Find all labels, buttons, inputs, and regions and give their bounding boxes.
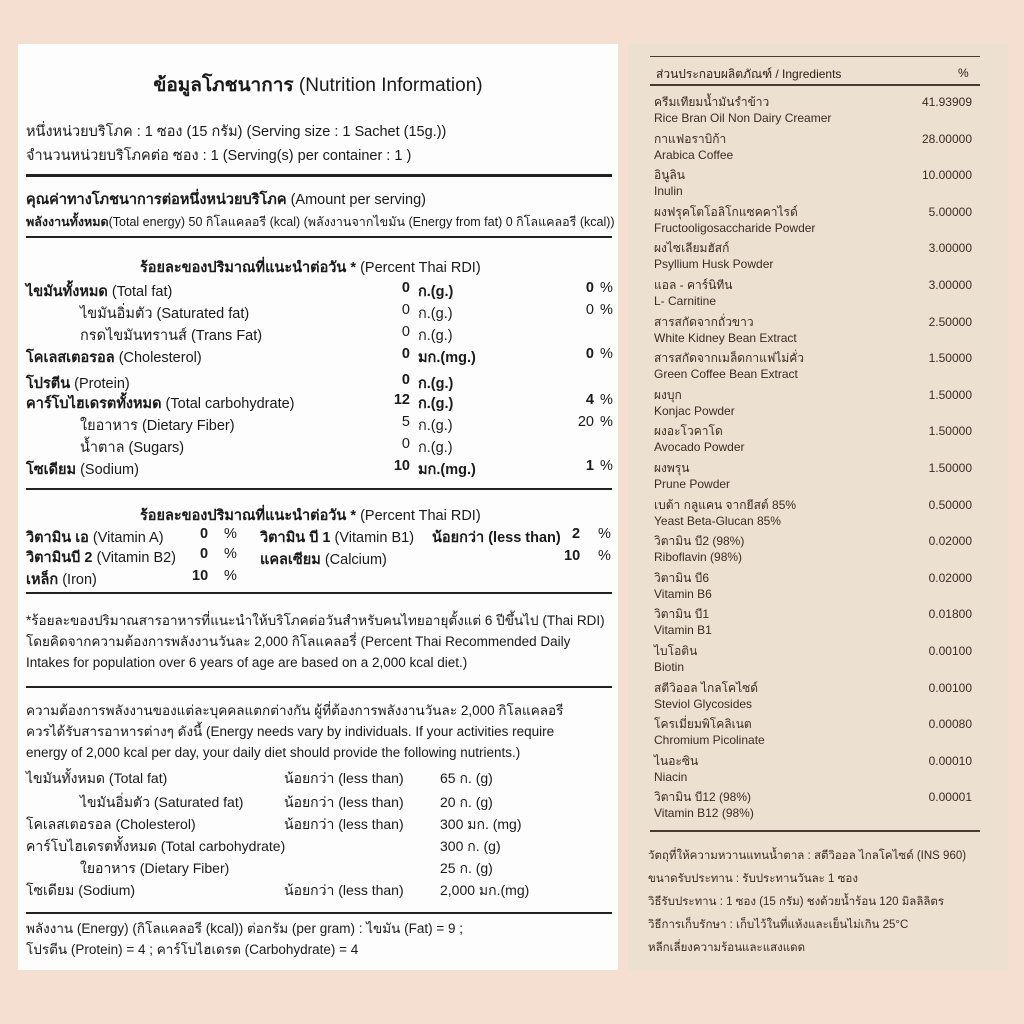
ingredient-name-english: Steviol Glycosides — [654, 696, 753, 711]
ingredient-name-thai: วิตามิน บี12 (98%) — [654, 790, 752, 805]
nutrient-percent-sign: % — [600, 458, 613, 474]
nutrient-name: ไขมันอิ่มตัว (Saturated fat) — [80, 306, 250, 322]
nutrient-unit: มก.(mg.) — [418, 350, 476, 366]
nutrient-name-thai: โซเดียม — [26, 462, 77, 478]
ingredient-name-english: Green Coffee Bean Extract — [654, 367, 798, 382]
divider-thick — [26, 488, 612, 490]
vitamin-rdi-heading — [140, 504, 481, 527]
ingredient-name-thai: ไบโอติน — [654, 644, 698, 658]
divider-thick — [26, 174, 612, 177]
daily-value-name: โคเลสเตอรอล (Cholesterol) — [26, 816, 196, 832]
vitamin-a-value: 0 — [200, 526, 209, 542]
ingredient-percent: 41.93909 — [921, 95, 972, 109]
title-thai: ข้อมูลโภชนาการ — [153, 75, 294, 96]
daily-value-amount: 300 มก. (mg) — [440, 816, 522, 832]
nutrient-amount: 10 — [393, 458, 410, 474]
ingredient-name-english: L- Carnitine — [654, 294, 717, 308]
serving-size: หนึ่งหน่วยบริโภค : 1 ซอง (15 กรัม) (Serving size : 1 Sachet (15g.)) — [26, 124, 447, 140]
ingredient-percent: 0.02000 — [928, 570, 972, 585]
nutrient-name-english: (Total carbohydrate) — [165, 396, 295, 412]
nutrient-amount: 0 — [401, 324, 410, 340]
daily-value-name: ไขมันอิ่มตัว (Saturated fat) — [80, 794, 244, 810]
ingredient-name-thai: ผงไซเลียมฮัสก์ — [654, 241, 730, 256]
divider-bottom — [650, 830, 980, 832]
rdi-footnote — [26, 610, 605, 673]
divider-heading — [650, 84, 980, 86]
ingredient-name-thai: ครีมเทียมน้ำมันรำข้าว — [654, 95, 770, 109]
ingredient-name-english: Konjac Powder — [654, 403, 735, 418]
ingredient-name-thai: วิตามิน บี2 (98%) — [654, 534, 745, 549]
nutrient-name-english: (Sodium) — [80, 462, 139, 478]
ingredient-name-english: Psyllium Husk Powder — [654, 257, 774, 272]
ingredient-name-english: Prune Powder — [654, 477, 731, 491]
ingredient-percent: 3.00000 — [928, 241, 972, 256]
ingredient-name-english: Vitamin B1 — [654, 623, 712, 638]
ingredient-name-english: White Kidney Bean Extract — [654, 330, 797, 345]
needs-line: ควรได้รับสารอาหารต่างๆ ดังนี้ (Energy needs vary by individuals. If your activities require — [26, 724, 555, 739]
vitamin-heading-english: (Percent Thai RDI) — [360, 508, 481, 524]
vitamin-b1-pct: % — [598, 526, 611, 542]
divider-thick — [26, 912, 612, 914]
ingredient-name-thai: ผงบุก — [654, 387, 682, 402]
footnote-line: Intakes for population over 6 years of age are based on a 2,000 kcal diet.) — [26, 655, 468, 670]
energy-per-gram-line: โปรตีน (Protein) = 4 ; คาร์โบไฮเดรต (Carbohydrate) = 4 — [26, 942, 359, 957]
ingredient-percent: 0.50000 — [928, 497, 972, 512]
nutrient-unit: ก.(g.) — [418, 284, 454, 300]
nutrient-amount: 0 — [401, 280, 410, 296]
vitamin-heading-thai: ร้อยละของปริมาณที่แนะนำต่อวัน * — [140, 508, 357, 524]
nutrient-percent-sign: % — [600, 280, 613, 296]
nutrient-percent: 0 — [585, 346, 594, 362]
nutrient-unit: ก.(g.) — [418, 376, 454, 392]
servings-per-container: จำนวนหน่วยบริโภคต่อ ซอง : 1 (Serving(s) per container : 1 ) — [26, 148, 412, 164]
iron-value: 10 — [192, 568, 209, 584]
energy-label: พลังงานทั้งหมด — [26, 215, 109, 229]
ingredient-name-thai: โครเมี่ยมพิโคลิเนต — [654, 717, 752, 732]
vitamin-b1-label: วิตามิน บี 1 (Vitamin B1) — [260, 530, 415, 546]
nutrient-name-thai: โปรตีน — [26, 376, 71, 392]
energy-per-gram-line: พลังงาน (Energy) (กิโลแคลอรี (kcal)) ต่อกรัม (per gram) : ไขมัน (Fat) = 9 ; — [26, 921, 463, 936]
ingredient-name-english: Niacin — [654, 769, 688, 784]
daily-value-name: โซเดียม (Sodium) — [26, 882, 136, 898]
ingredient-name-english: Chromium Picolinate — [654, 733, 765, 748]
nutrient-percent: 4 — [585, 392, 594, 408]
ingredient-name-thai: สตีวิออล ไกลโคไซด์ — [654, 680, 759, 695]
iron-pct: % — [224, 568, 237, 584]
nutrition-panel — [18, 44, 618, 970]
vitamin-b2-value: 0 — [200, 546, 209, 562]
amount-heading-thai: คุณค่าทางโภชนาการต่อหนึ่งหน่วยบริโภค — [26, 192, 287, 208]
nutrient-percent: 1 — [585, 458, 594, 474]
daily-value-amount: 20 ก. (g) — [440, 794, 493, 810]
nutrient-unit: ก.(g.) — [418, 328, 453, 344]
ingredient-name-english: Yeast Beta-Glucan 85% — [654, 513, 781, 528]
title-english: (Nutrition Information) — [298, 75, 483, 96]
ingredient-percent: 0.00080 — [928, 717, 972, 732]
ingredient-name-thai: ผงอะโวคาโด — [654, 424, 723, 439]
ingredient-name-english: Inulin — [654, 184, 683, 199]
ingredient-name-thai: แอล - คาร์นิทีน — [654, 278, 733, 292]
ingredient-name-english: Riboflavin (98%) — [654, 550, 743, 565]
daily-value-limit: น้อยกว่า (less than) — [284, 794, 404, 810]
needs-line: ความต้องการพลังงานของแต่ละบุคคลแตกต่างกัน ผู้ที่ต้องการพลังงานวันละ 2,000 กิโลแคลอรี — [26, 703, 564, 718]
ingredient-name-thai: ผงฟรุคโตโอลิโกแซคคาไรด์ — [654, 204, 798, 219]
daily-value-name: คาร์โบไฮเดรตทั้งหมด (Total carbohydrate) — [26, 838, 286, 854]
divider-thick — [26, 686, 612, 688]
ingredient-name-english: Arabica Coffee — [654, 147, 734, 162]
ingredient-percent: 0.00100 — [928, 644, 972, 658]
nutrient-percent: 20 — [577, 414, 594, 430]
nutrient-percent-sign: % — [600, 414, 613, 430]
nutrient-name-thai: โคเลสเตอรอล — [26, 350, 115, 366]
nutrient-name — [26, 392, 295, 415]
ingredient-name-thai: เบต้า กลูแคน จากยีสต์ 85% — [654, 497, 797, 512]
ingredient-percent: 1.50000 — [928, 424, 972, 439]
directions-note: วิธีรับประทาน : 1 ซอง (15 กรัม) ชงด้วยน้ำร้อน 120 มิลลิลิตร — [648, 896, 945, 908]
energy-per-gram — [26, 918, 463, 960]
ingredient-percent: 2.50000 — [928, 314, 972, 329]
ingredient-percent: 0.02000 — [928, 534, 972, 549]
ingredient-percent: 28.00000 — [921, 131, 972, 146]
nutrient-amount: 0 — [401, 372, 410, 388]
calcium-pct: % — [598, 548, 611, 564]
divider-top — [650, 56, 980, 57]
vitamin-b2-label: วิตามินบี 2 (Vitamin B2) — [26, 550, 177, 566]
divider-thick — [26, 592, 612, 594]
daily-value-name: ไขมันทั้งหมด (Total fat) — [26, 770, 168, 786]
nutrient-amount: 12 — [393, 392, 410, 408]
avoid-note: หลีกเลี่ยงความร้อนและแสงแดด — [648, 942, 806, 954]
nutrient-name — [26, 280, 172, 303]
nutrient-name-thai: คาร์โบไฮเดรตทั้งหมด — [26, 396, 162, 412]
vitamin-b1-value: 2 — [572, 526, 581, 542]
daily-value-limit: น้อยกว่า (less than) — [284, 882, 404, 898]
daily-value-limit: น้อยกว่า (less than) — [284, 770, 404, 786]
nutrient-name-english: (Protein) — [74, 376, 130, 392]
daily-value-amount: 25 ก. (g) — [440, 860, 493, 876]
nutrient-name: ใยอาหาร (Dietary Fiber) — [80, 418, 235, 434]
ingredient-percent: 1.50000 — [928, 387, 972, 402]
daily-value-name: ใยอาหาร (Dietary Fiber) — [80, 860, 230, 876]
nutrient-name: น้ำตาล (Sugars) — [80, 440, 185, 456]
vitamin-a-label: วิตามิน เอ (Vitamin A) — [26, 530, 164, 546]
needs-line: energy of 2,000 kcal per day, your daily diet should provide the following nutrients.) — [26, 745, 521, 760]
amount-heading-english: (Amount per serving) — [290, 192, 426, 208]
nutrient-name-english: (Cholesterol) — [118, 350, 202, 366]
ingredient-name-thai: ผงพรุน — [654, 461, 690, 475]
rdi-heading-thai: ร้อยละของปริมาณที่แนะนำต่อวัน * — [140, 260, 357, 276]
daily-value-amount: 300 ก. (g) — [440, 838, 501, 854]
ingredient-percent: 0.01800 — [928, 607, 972, 622]
ingredient-percent: 0.00100 — [928, 680, 972, 695]
calcium-label: แคลเซียม (Calcium) — [260, 552, 387, 568]
nutrient-name-english: (Total fat) — [111, 284, 173, 300]
ingredient-name-thai: ไนอะซิน — [654, 753, 699, 768]
vitamin-b2-pct: % — [224, 546, 237, 562]
ingredients-panel — [628, 44, 1008, 970]
calcium-value: 10 — [564, 548, 581, 564]
energy-text: (Total energy) 50 กิโลแคลอรี (kcal) (พลังงานจากไขมัน (Energy from fat) 0 กิโลแคลอรี (kcal)) — [108, 215, 615, 229]
ingredient-name-thai: วิตามิน บี6 — [654, 570, 710, 585]
ingredient-name-english: Vitamin B6 — [654, 586, 712, 601]
nutrient-amount: 0 — [401, 436, 410, 452]
rdi-heading — [140, 256, 481, 279]
nutrient-percent-sign: % — [600, 392, 613, 408]
ingredient-percent: 10.00000 — [921, 168, 972, 183]
ingredient-percent: 0.00001 — [928, 790, 972, 805]
ingredient-percent: 1.50000 — [928, 461, 972, 475]
percent-heading: % — [958, 66, 969, 80]
sweetener-note: วัตถุที่ให้ความหวานแทนน้ำตาล : สตีวิออล ไกลโคไซด์ (INS 960) — [648, 850, 967, 862]
footnote-line: *ร้อยละของปริมาณสารอาหารที่แนะนำให้บริโภคต่อวันสำหรับคนไทยอายุตั้งแต่ 6 ปีขึ้นไป (Thai RDI) — [26, 613, 605, 628]
nutrient-amount: 5 — [401, 414, 410, 430]
divider-thick — [26, 236, 612, 238]
nutrient-unit: ก.(g.) — [418, 306, 453, 322]
ingredient-percent: 3.00000 — [928, 278, 972, 292]
nutrient-percent: 0 — [585, 280, 594, 296]
nutrient-amount: 0 — [401, 346, 410, 362]
daily-value-limit: น้อยกว่า (less than) — [284, 816, 404, 832]
ingredient-percent: 5.00000 — [928, 204, 972, 219]
nutrient-unit: ก.(g.) — [418, 440, 453, 456]
total-energy-line — [26, 212, 615, 232]
vitamin-b1-less-than: น้อยกว่า (less than) — [432, 530, 561, 546]
ingredient-name-english: Rice Bran Oil Non Dairy Creamer — [654, 111, 832, 125]
ingredient-name-english: Fructooligosaccharide Powder — [654, 220, 816, 235]
energy-needs-text — [26, 700, 563, 763]
nutrient-name-thai: ไขมันทั้งหมด — [26, 284, 108, 300]
nutrient-name — [26, 346, 202, 369]
nutrient-unit: ก.(g.) — [418, 396, 454, 412]
ingredient-name-thai: สารสกัดจากถั่วขาว — [654, 314, 754, 329]
rdi-heading-english: (Percent Thai RDI) — [360, 260, 481, 276]
nutrient-percent-sign: % — [600, 346, 613, 362]
nutrient-percent-sign: % — [600, 302, 613, 318]
ingredient-name-english: Vitamin B12 (98%) — [654, 806, 754, 821]
nutrient-name — [26, 458, 139, 481]
nutrient-unit: ก.(g.) — [418, 418, 453, 434]
storage-note: วิธีการเก็บรักษา : เก็บไว้ในที่แห้งและเย็นไม่เกิน 25°C — [648, 919, 909, 931]
ingredient-name-thai: สารสกัดจากเมล็ดกาแฟไม่คั่ว — [654, 351, 805, 366]
ingredient-percent: 0.00010 — [928, 753, 972, 768]
page-title — [18, 70, 618, 100]
nutrient-name: กรดไขมันทรานส์ (Trans Fat) — [80, 328, 263, 344]
daily-value-amount: 2,000 มก.(mg) — [440, 882, 530, 898]
ingredient-name-thai: อินูลิน — [654, 168, 685, 183]
ingredient-name-english: Avocado Powder — [654, 440, 745, 455]
nutrient-amount: 0 — [401, 302, 410, 318]
dosage-note: ขนาดรับประทาน : รับประทานวันละ 1 ซอง — [648, 873, 858, 885]
iron-label: เหล็ก (Iron) — [26, 572, 97, 588]
nutrient-unit: มก.(mg.) — [418, 462, 476, 478]
ingredient-percent: 1.50000 — [928, 351, 972, 366]
vitamin-a-pct: % — [224, 526, 237, 542]
ingredients-heading: ส่วนประกอบผลิตภัณฑ์ / Ingredients — [656, 67, 842, 81]
daily-value-amount: 65 ก. (g) — [440, 770, 493, 786]
ingredient-name-english: Biotin — [654, 660, 685, 674]
ingredient-name-thai: วิตามิน บี1 — [654, 607, 710, 622]
footnote-line: โดยคิดจากความต้องการพลังงานวันละ 2,000 กิโลแคลอรี่ (Percent Thai Recommended Daily — [26, 634, 571, 649]
amount-per-serving-heading — [26, 188, 426, 211]
ingredient-name-thai: กาแฟอราบิก้า — [654, 131, 727, 146]
nutrient-percent: 0 — [585, 302, 594, 318]
